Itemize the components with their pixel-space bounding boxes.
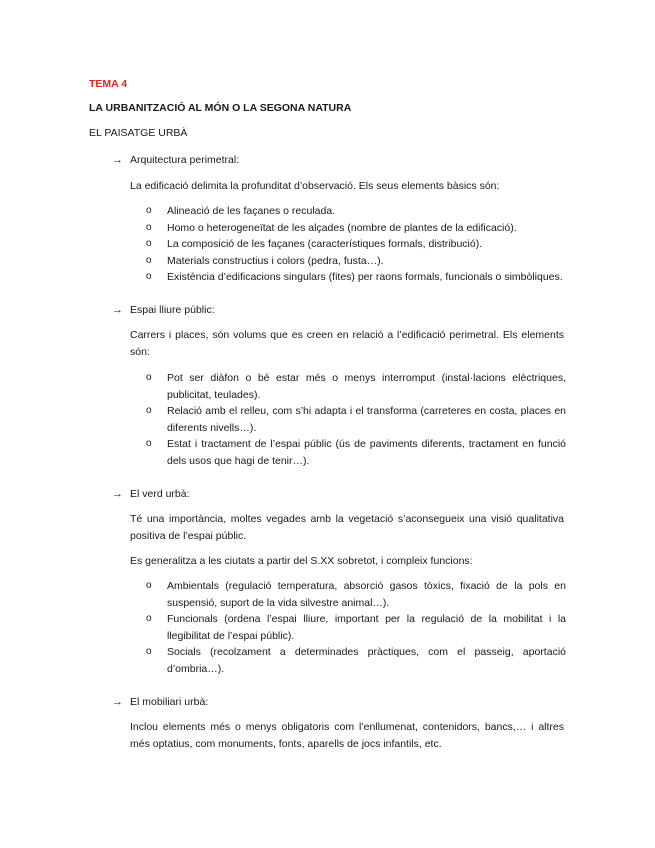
list-item: [146, 611, 566, 644]
section-paragraph: Carrers i places, són volums que es creen en relació a l’edificació perimetral. Els elements són:: [130, 329, 564, 358]
bullet-list: [146, 578, 566, 677]
section-heading-espai: [112, 302, 215, 319]
bullet-icon: o: [146, 646, 152, 657]
list-item-text: Estat i tractament de l’espai públic (ús de paviments diferents, tractament en funció dels usos que hagi de tenir…).: [167, 438, 566, 467]
list-item-text: Socials (recolzament a determinades pràctiques, com el passeig, aportació d’ombria…).: [167, 646, 566, 675]
bullet-icon: o: [146, 271, 152, 282]
bullet-icon: o: [146, 238, 152, 249]
arrow-icon: →: [112, 304, 123, 316]
bullet-icon: o: [146, 372, 152, 383]
list-item-text: La composició de les façanes (característiques formals, distribució).: [167, 238, 483, 250]
section-paragraph: Té una importància, moltes vegades amb la vegetació s’aconsegueix una visió qualitativa positiva de l’espai públic.: [130, 513, 564, 542]
bullet-list: [146, 370, 566, 469]
topic-label: TEMA 4: [89, 78, 128, 90]
list-item: [146, 253, 566, 270]
document-title: LA URBANITZACIÓ AL MÓN O LA SEGONA NATURA: [89, 102, 352, 114]
section-heading-label: El mobiliari urbà:: [130, 696, 209, 708]
section-heading-arquitectura: [112, 152, 239, 169]
list-item: [146, 644, 566, 677]
list-item-text: Funcionals (ordena l’espai lliure, important per la regulació de la mobilitat i la llegibilitat de l’espai públic).: [167, 613, 566, 642]
section-paragraph: Inclou elements més o menys obligatoris com l’enllumenat, contenidors, bancs,… i altres més optatius, com monuments, fonts, aparells de jocs infantils, etc.: [130, 721, 564, 750]
arrow-icon: →: [112, 154, 123, 166]
list-item: [146, 370, 566, 403]
list-item: [146, 236, 566, 253]
list-item-text: Pot ser diàfon o bé estar més o menys interromput (instal·lacions elèctriques, publicitat, teulades).: [167, 372, 566, 401]
list-item-text: Ambientals (regulació temperatura, absorció gasos tòxics, fixació de la pols en suspensió, suport de la vida silvestre animal…).: [167, 580, 566, 609]
list-item-text: Alineació de les façanes o reculada.: [167, 205, 336, 217]
list-item-text: Relació amb el relleu, com s’hi adapta i el transforma (carreteres en costa, places en diferents nivells…).: [167, 405, 566, 434]
bullet-icon: o: [146, 254, 152, 266]
list-item-text: Existència d’edificacions singulars (fites) per raons formals, funcionals o simbòliques.: [167, 271, 563, 283]
bullet-icon: o: [146, 205, 152, 216]
bullet-icon: o: [146, 221, 152, 233]
list-item: [146, 403, 566, 436]
bullet-list: [146, 203, 566, 286]
list-item-text: Materials constructius i colors (pedra, fusta…).: [167, 254, 384, 267]
section-heading-verd: [112, 486, 190, 503]
list-item: [146, 578, 566, 611]
list-item: [146, 220, 566, 237]
list-item: [146, 436, 566, 469]
section-heading-label: Espai lliure públic:: [130, 304, 215, 316]
bullet-icon: o: [146, 580, 152, 591]
list-item: [146, 203, 566, 220]
bullet-icon: o: [146, 405, 152, 416]
section-heading-label: Arquitectura perimetral:: [130, 154, 240, 166]
section-paragraph: La edificació delimita la profunditat d’observació. Els seus elements bàsics són:: [130, 180, 500, 192]
section-heading-mobiliari: [112, 694, 208, 711]
bullet-icon: o: [146, 613, 152, 624]
arrow-icon: →: [112, 696, 123, 708]
document-subtitle: EL PAISATGE URBÀ: [89, 127, 188, 139]
section-heading-label: El verd urbà:: [130, 488, 190, 500]
list-item-text: Homo o heterogeneïtat de les alçades (nombre de plantes de la edificació).: [167, 221, 517, 234]
list-item: [146, 269, 566, 286]
arrow-icon: →: [112, 488, 123, 500]
section-paragraph: Es generalitza a les ciutats a partir del S.XX sobretot, i compleix funcions:: [130, 555, 473, 567]
bullet-icon: o: [146, 438, 152, 449]
